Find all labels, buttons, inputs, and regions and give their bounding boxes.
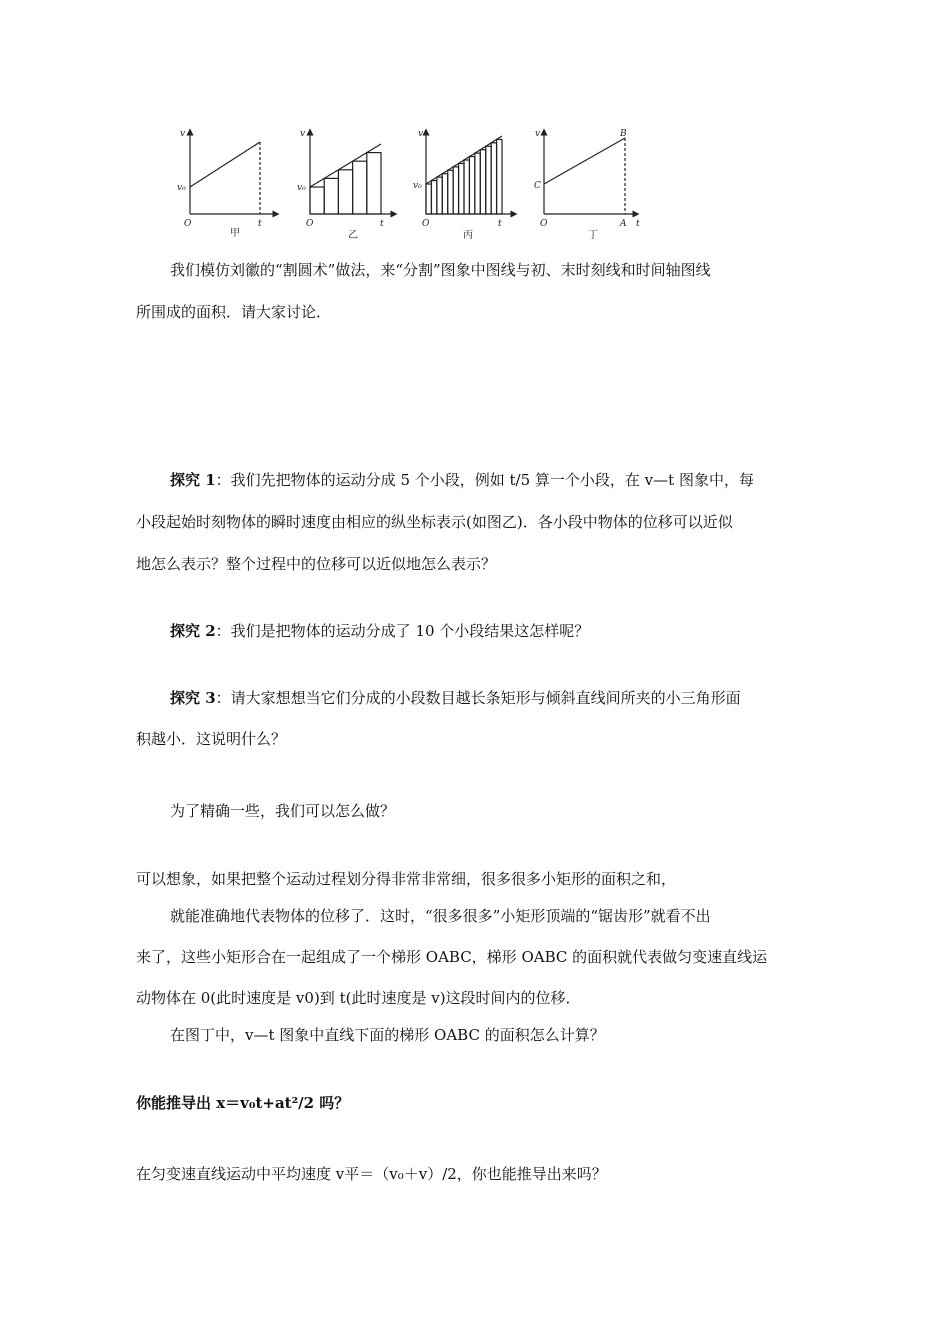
axis-label-t: t — [258, 219, 262, 229]
intro-line-2: 所围成的面积．请大家讨论． — [136, 303, 332, 321]
explore-3-text: ：请大家想想当它们分成的小段数目越长条矩形与倾斜直线间所夹的小三角形面 — [215, 689, 741, 707]
precise-question: 为了精确一些，我们可以怎么做？ — [170, 802, 396, 820]
imagine-line-3: 来了，这些小矩形合在一起组成了一个梯形 OABC，梯形 OABC 的面积就代表做匀变速直线运 — [136, 948, 768, 966]
rectangle-strips — [310, 153, 381, 214]
velocity-line — [310, 144, 381, 187]
point-c-label: C — [534, 181, 541, 191]
axis-label-t: t — [498, 219, 502, 229]
strip-rectangle — [491, 143, 496, 214]
graph-ding — [544, 132, 636, 214]
velocity-line — [190, 142, 260, 187]
graph-bing — [426, 132, 514, 214]
strip-rectangle — [497, 139, 502, 214]
explore-2-label: 探究 2 — [170, 622, 216, 640]
origin-label: O — [184, 219, 192, 229]
point-a-label: A — [620, 219, 627, 229]
axis-label-v: v — [418, 129, 424, 139]
strip-rectangle — [448, 170, 453, 214]
strip-rectangle — [431, 181, 436, 214]
strip-rectangle — [464, 160, 469, 214]
explore-3-label: 探究 3 — [170, 689, 216, 707]
strip-rectangle — [324, 178, 338, 214]
strip-rectangle — [338, 170, 352, 214]
velocity-line — [544, 138, 625, 184]
explore-3-line-1 — [136, 679, 741, 717]
imagine-line-2: 就能准确地代表物体的位移了．这时，“很多很多”小矩形顶端的“锯齿形”就看不出 — [170, 907, 711, 925]
strip-rectangle — [437, 177, 442, 214]
strip-rectangle — [475, 153, 480, 214]
derive-x-question: 你能推导出 x＝v₀t+at²/2 吗？ — [136, 1094, 350, 1112]
strip-rectangle — [426, 184, 431, 214]
origin-label: O — [422, 219, 430, 229]
caption-jia: 甲 — [230, 228, 240, 239]
v0-label: v₀ — [177, 183, 186, 193]
strip-rectangle — [486, 146, 491, 214]
axis-label-v: v — [535, 129, 541, 139]
axis-label-t: t — [636, 219, 640, 229]
strip-rectangle — [367, 153, 381, 214]
caption-yi: 乙 — [348, 230, 358, 241]
v0-label: v₀ — [297, 183, 306, 193]
intro-line-1: 我们模仿刘徽的“割圆术”做法，来“分割”图象中图线与初、末时刻线和时间轴图线 — [170, 261, 711, 279]
strip-rectangle — [310, 187, 324, 214]
origin-label: O — [540, 219, 548, 229]
strip-rectangle — [442, 174, 447, 214]
axis-label-v: v — [180, 129, 186, 139]
graph-jia — [190, 132, 276, 214]
strip-rectangle — [459, 163, 464, 214]
strip-rectangle — [453, 167, 458, 214]
axis-label-v: v — [300, 129, 306, 139]
graph-yi — [310, 132, 394, 214]
explore-1-line-3: 地怎么表示？整个过程中的位移可以近似地怎么表示？ — [136, 555, 497, 573]
explore-3-line-2: 积越小．这说明什么？ — [136, 730, 287, 748]
explore-1-label: 探究 1 — [170, 471, 216, 489]
rectangle-strips — [426, 139, 502, 214]
caption-ding: 丁 — [588, 230, 598, 241]
explore-1-line-2: 小段起始时刻物体的瞬时速度由相应的纵坐标表示(如图乙)．各小段中物体的位移可以近似 — [136, 513, 733, 531]
strip-rectangle — [469, 157, 474, 214]
imagine-line-1: 可以想象，如果把整个运动过程划分得非常非常细，很多很多小矩形的面积之和， — [136, 870, 677, 888]
vt-graph-figure — [168, 124, 668, 249]
caption-bing: 丙 — [463, 230, 473, 241]
derive-average-velocity-question: 在匀变速直线运动中平均速度 v平＝（v₀＋v）/2，你也能推导出来吗？ — [136, 1165, 607, 1183]
strip-rectangle — [353, 161, 367, 214]
trapezoid-question: 在图丁中，v—t 图象中直线下面的梯形 OABC 的面积怎么计算？ — [170, 1026, 605, 1044]
strip-rectangle — [480, 150, 485, 214]
explore-1-line-1 — [136, 461, 754, 499]
v0-label: v₀ — [413, 181, 422, 191]
explore-2-text: ：我们是把物体的运动分成了 10 个小段结果这怎样呢？ — [215, 622, 590, 640]
explore-2-line-1 — [136, 612, 589, 650]
axis-label-t: t — [380, 219, 384, 229]
origin-label: O — [306, 219, 314, 229]
explore-1-text: ：我们先把物体的运动分成 5 个小段，例如 t/5 算一个小段，在 v—t 图象中，每 — [215, 471, 754, 489]
point-b-label: B — [620, 129, 627, 139]
imagine-line-4: 动物体在 0(此时速度是 v0)到 t(此时速度是 v)这段时间内的位移． — [136, 989, 581, 1007]
